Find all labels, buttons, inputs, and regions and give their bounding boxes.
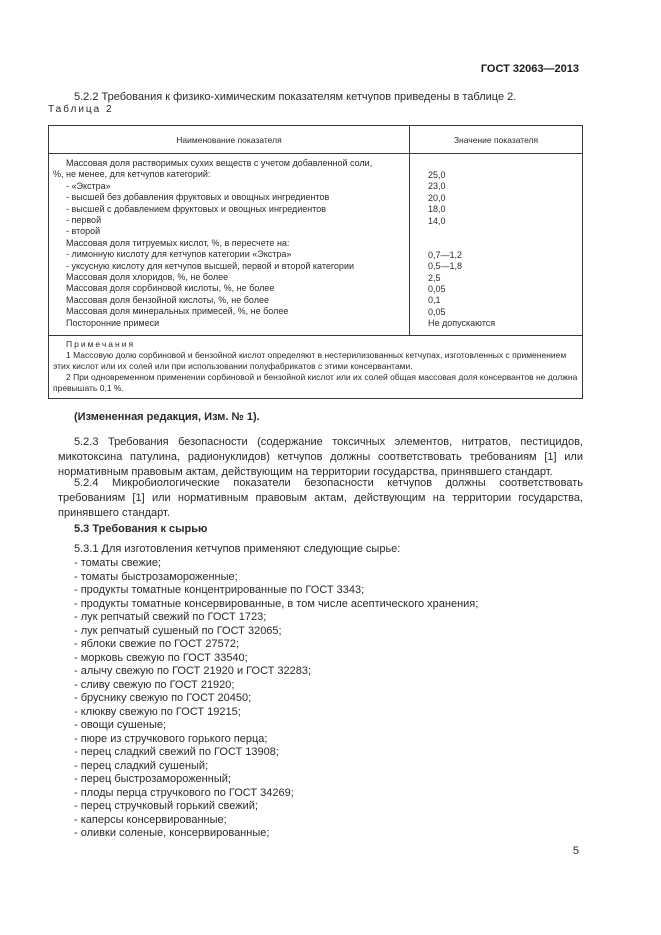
paragraph-5-2-3-block xyxy=(58,435,583,480)
indicator-value: 0,5—1,8 xyxy=(428,261,463,272)
list-item: - продукты томатные концентрированные по ГОСТ 3343; xyxy=(74,584,365,596)
list-item: - перец сладкий сушеный; xyxy=(74,759,209,772)
table-notes xyxy=(49,335,583,398)
list-item: - алычу свежую по ГОСТ 21920 и ГОСТ 32283; xyxy=(74,665,312,677)
page-number: 5 xyxy=(572,845,579,857)
indicator-name: - высшей без добавления фруктовых и овощных ингредиентов xyxy=(66,192,330,203)
indicator-name: - высшей с добавлением фруктовых и овощных ингредиентов xyxy=(66,203,327,214)
list-item: - пюре из стручкового горького перца; xyxy=(74,732,268,745)
standard-header: ГОСТ 32063—2013 xyxy=(480,63,579,75)
list-item: - продукты томатные консервированные, в том числе асептического хранения; xyxy=(74,597,479,610)
indicator-value xyxy=(428,238,578,249)
indicator-value: 14,0 xyxy=(428,215,446,226)
paragraph-5-2-4-block xyxy=(58,476,583,521)
list-item: - морковь свежую по ГОСТ 33540; xyxy=(74,651,248,664)
indicator-value: 0,05 xyxy=(428,284,446,295)
indicator-value: 2,5 xyxy=(428,272,441,283)
table-caption: Таблица 2 xyxy=(48,104,114,115)
indicator-name: - «Экстра» xyxy=(66,180,111,191)
list-item: - плоды перца стручкового по ГОСТ 34269; xyxy=(74,786,294,799)
indicator-name: Массовая доля бензойной кислоты, %, не более xyxy=(66,294,269,305)
indicator-name: - уксусную кислоту для кетчупов высшей, первой и второй категории xyxy=(66,260,354,271)
indicator-value: Не допускаются xyxy=(428,318,496,329)
requirements-table xyxy=(48,125,583,399)
paragraph-5-2-4: 5.2.4 Микробиологические показатели безопасности кетчупов должны соответствовать требованиям [1] или нормативным правовым актам, действующим на территории государства, принявшего стандарт. xyxy=(58,477,583,519)
indicator-value: 18,0 xyxy=(428,204,446,215)
list-item: - томаты свежие; xyxy=(74,557,162,569)
indicator-name: Посторонние примеси xyxy=(66,317,160,328)
indicator-value: 20,0 xyxy=(428,192,446,203)
indicator-value: 0,1 xyxy=(428,295,441,306)
list-item: - клюкву свежую по ГОСТ 19215; xyxy=(74,705,241,718)
list-item: - перец быстрозамороженный; xyxy=(74,773,231,785)
indicator-value: 23,0 xyxy=(428,181,446,192)
list-item: - оливки соленые, консервированные; xyxy=(74,827,270,839)
section-title-5-3: 5.3 Требования к сырью xyxy=(74,523,208,535)
indicator-name: - второй xyxy=(66,226,101,237)
list-item: - перец стручковый горький свежий; xyxy=(74,800,258,812)
table-body-row xyxy=(49,154,583,336)
indicator-name: Массовая доля минеральных примесей, %, не более xyxy=(66,306,289,317)
table-header-row xyxy=(49,126,583,154)
col-header-name: Наименование показателя xyxy=(49,126,410,154)
indicator-value xyxy=(428,227,578,238)
paragraph-5-2-3: 5.2.3 Требования безопасности (содержание токсичных элементов, нитратов, пестицидов, микотоксина патулина, радионуклидов) кетчупов должны соответствовать требованиям [1] или нормативным правовым актам, действующим на территории государства, принявшего стандарт. xyxy=(58,436,583,478)
list-item: - лук репчатый свежий по ГОСТ 1723; xyxy=(74,611,267,623)
indicator-name: - первой xyxy=(66,215,102,226)
list-item: - бруснику свежую по ГОСТ 20450; xyxy=(74,692,252,704)
indicator-name: Массовая доля титруемых кислот, %, в пересчете на: xyxy=(66,237,290,248)
list-item: - овощи сушеные; xyxy=(74,719,167,731)
indicator-name: Массовая доля хлоридов, %, не более xyxy=(66,272,229,283)
list-item: - сливу свежую по ГОСТ 21920; xyxy=(74,678,235,691)
list-item: - перец сладкий свежий по ГОСТ 13908; xyxy=(74,746,279,758)
list-item: - каперсы консервированные; xyxy=(74,813,227,826)
note-2: 2 При одновременном применении сорбиновой и бензойной кислот или их солей общая массовая доля консервантов не должна превышать 0,1 %. xyxy=(53,371,578,393)
indicator-name: - лимонную кислоту для кетчупов категории «Экстра» xyxy=(66,249,292,260)
table-notes-row xyxy=(49,335,583,398)
amendment-note: (Измененная редакция, Изм. № 1). xyxy=(74,411,260,423)
paragraph-5-2-2: 5.2.2 Требования к физико-химическим показателям кетчупов приведены в таблице 2. xyxy=(74,91,517,103)
indicator-value: 0,05 xyxy=(428,306,446,317)
raw-materials-list xyxy=(58,557,583,841)
indicator-name: Массовая доля растворимых сухих веществ с учетом добавленной соли, xyxy=(66,158,373,168)
list-item: - лук репчатый сушеный по ГОСТ 32065; xyxy=(74,624,282,637)
paragraph-5-3-1: 5.3.1 Для изготовления кетчупов применяют следующие сырье: xyxy=(74,543,401,555)
list-item: - яблоки свежие по ГОСТ 27572; xyxy=(74,638,240,650)
indicator-value: 25,0 xyxy=(428,170,446,180)
indicator-name: %, не менее, для кетчупов категорий: xyxy=(53,169,211,180)
list-item: - томаты быстрозамороженные; xyxy=(74,570,238,583)
indicator-name: Массовая доля сорбиновой кислоты, %, не более xyxy=(66,283,275,294)
raw-materials-block xyxy=(58,542,583,841)
indicator-values xyxy=(410,154,583,336)
notes-title: Примечания xyxy=(66,338,136,349)
indicator-value: 0,7—1,2 xyxy=(428,249,463,260)
indicator-names xyxy=(49,154,410,336)
note-1: 1 Массовую долю сорбиновой и бензойной кислот определяют в нестерилизованных кетчупах, изготовленных с применением этих кислот или их солей или при использовании полуфабрикатов с этими консервантами. xyxy=(53,349,567,371)
col-header-value: Значение показателя xyxy=(410,126,583,154)
